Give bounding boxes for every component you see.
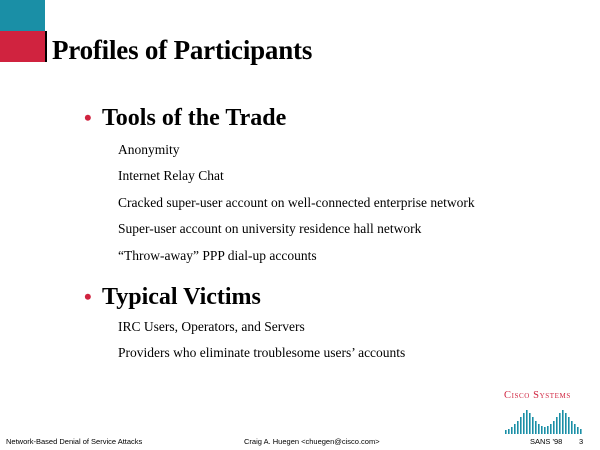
footer-author: Craig A. Huegen <chuegen@cisco.com> <box>244 437 380 446</box>
cisco-bridge-icon <box>504 404 584 434</box>
sub-item-list <box>118 137 475 269</box>
bullet-icon: • <box>84 105 92 130</box>
bullet-icon: • <box>84 284 92 309</box>
slide-title: Profiles of Participants <box>52 35 313 65</box>
section-tools-of-the-trade <box>84 104 475 269</box>
sub-item-list <box>118 314 405 367</box>
title-divider <box>45 31 47 62</box>
footer-presentation-title: Network-Based Denial of Service Attacks <box>6 437 143 446</box>
section-typical-victims <box>84 283 405 367</box>
list-item: IRC Users, Operators, and Servers <box>118 319 305 334</box>
footer-event: SANS '98 <box>530 437 563 446</box>
list-item: Cracked super-user account on well-connected enterprise network <box>118 194 475 210</box>
section-heading-text: Tools of the Trade <box>102 105 287 131</box>
list-item: Providers who eliminate troublesome users’ accounts <box>118 345 406 361</box>
list-item: Internet Relay Chat <box>118 168 224 184</box>
cisco-systems-logo <box>504 390 584 434</box>
section-heading-text: Typical Victims <box>102 284 261 310</box>
corner-square-teal <box>0 0 45 31</box>
list-item: “Throw-away” PPP dial-up accounts <box>118 247 317 263</box>
list-item: Anonymity <box>118 142 180 157</box>
list-item: Super-user account on university residence hall network <box>118 221 422 237</box>
logo-wordmark: Cisco Systems <box>504 390 571 401</box>
section-heading <box>84 104 475 132</box>
corner-square-red <box>0 31 45 62</box>
footer-page-number: 3 <box>579 437 584 446</box>
section-heading <box>84 283 405 311</box>
